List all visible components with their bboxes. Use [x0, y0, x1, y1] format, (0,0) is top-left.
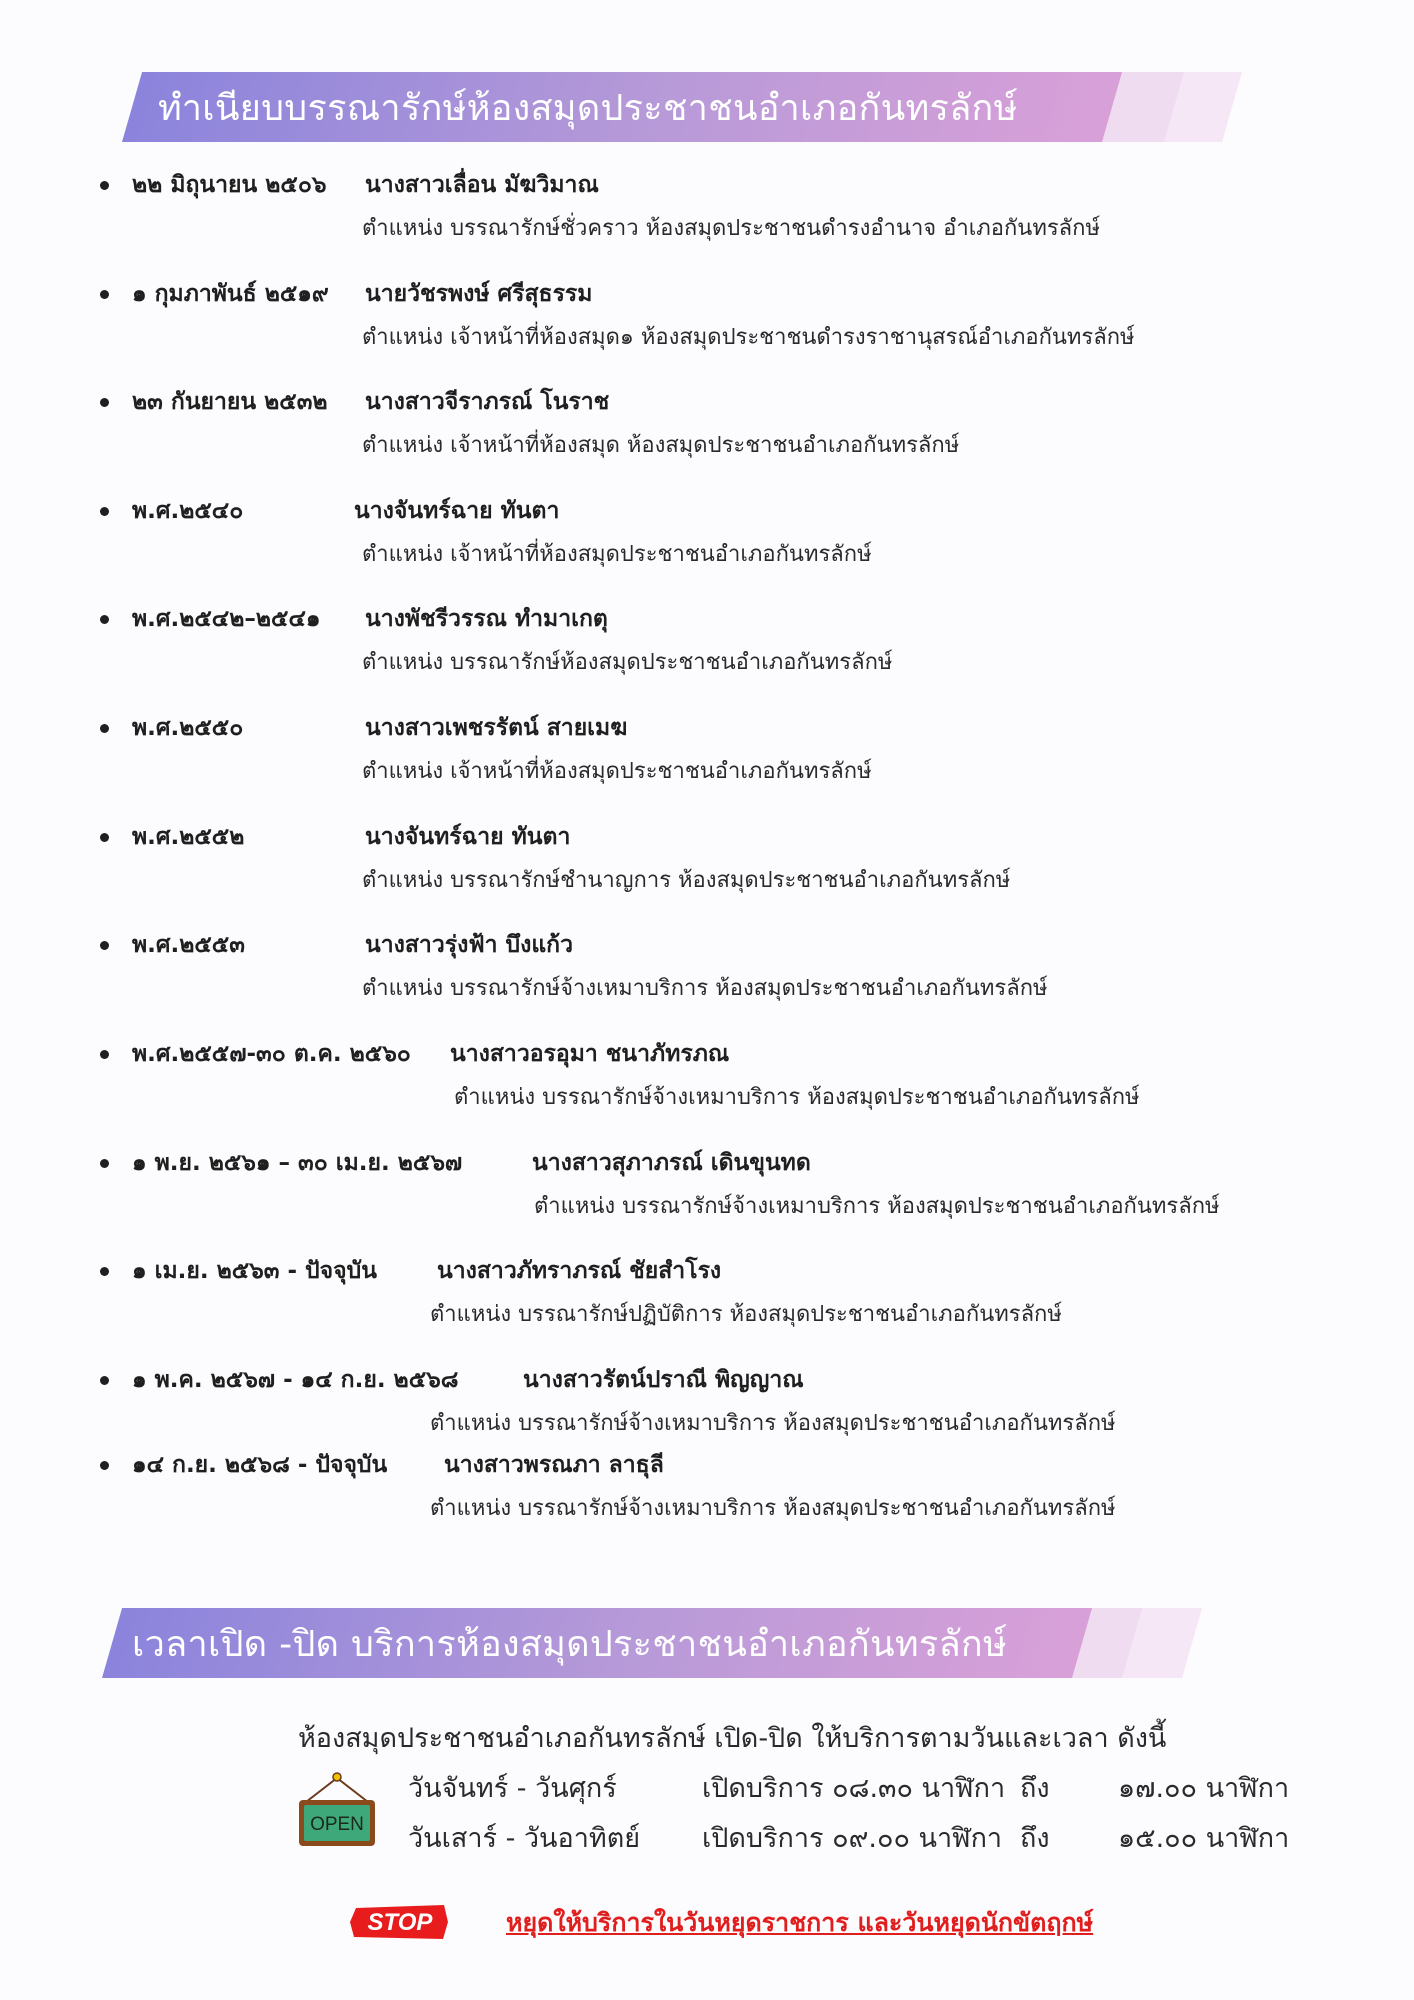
bullet — [100, 724, 109, 733]
section-banner-staff — [122, 72, 1212, 142]
list-item — [100, 168, 1360, 241]
entry-date: ๑ พ.ค. ๒๕๖๗ - ๑๔ ก.ย. ๒๕๖๘ — [132, 1367, 459, 1393]
entry-name: นางสาวภัทราภรณ์ ชัยสำโรง — [437, 1258, 722, 1284]
schedule-days: วันเสาร์ - วันอาทิตย์ — [408, 1823, 641, 1854]
list-item — [100, 277, 1360, 350]
schedule-open: เปิดบริการ ๐๙.๐๐ นาฬิกา — [702, 1823, 1003, 1854]
list-item — [100, 711, 1360, 784]
entry-date: ๑ กุมภาพันธ์ ๒๕๑๙ — [132, 281, 329, 307]
bullet — [100, 1376, 109, 1385]
hours-intro: ห้องสมุดประชาชนอำเภอกันทรลักษ์ เปิด-ปิด ให้บริการตามวันและเวลา ดังนี้ — [298, 1723, 1167, 1754]
entry-date: ๑ พ.ย. ๒๕๖๑ – ๓๐ เม.ย. ๒๕๖๗ — [132, 1150, 463, 1176]
stop-icon — [348, 1902, 452, 1942]
list-item — [100, 1363, 1360, 1436]
bullet — [100, 1461, 109, 1470]
section-title-hours: เวลาเปิด -ปิด บริการห้องสมุดประชาชนอำเภอกันทรลักษ์ — [132, 1623, 1008, 1665]
list-item — [100, 494, 1360, 567]
entry-name: นางสาวจีราภรณ์ โนราช — [365, 389, 610, 415]
open-sign-icon — [296, 1770, 378, 1850]
entry-position: ตำแหน่ง บรรณารักษ์จ้างเหมาบริการ ห้องสมุดประชาชนอำเภอกันทรลักษ์ — [430, 1411, 1116, 1436]
entry-name: นางสาวพรณภา ลาธุลี — [444, 1452, 664, 1478]
entry-date: ๒๒ มิถุนายน ๒๕๐๖ — [132, 172, 327, 198]
entry-position: ตำแหน่ง บรรณารักษ์จ้างเหมาบริการ ห้องสมุดประชาชนอำเภอกันทรลักษ์ — [454, 1085, 1140, 1110]
entry-position: ตำแหน่ง เจ้าหน้าที่ห้องสมุด ห้องสมุดประชาชนอำเภอกันทรลักษ์ — [362, 433, 960, 458]
bullet — [100, 615, 109, 624]
schedule-close: ๑๕.๐๐ นาฬิกา — [1118, 1823, 1290, 1854]
entry-name: นางสาวอรอุมา ชนาภัทรภณ — [450, 1041, 730, 1067]
bullet — [100, 833, 109, 842]
list-item — [100, 1146, 1360, 1219]
entry-date: ๑๔ ก.ย. ๒๕๖๘ - ปัจจุบัน — [132, 1452, 388, 1478]
list-item — [100, 602, 1360, 675]
entry-position: ตำแหน่ง บรรณารักษ์จ้างเหมาบริการ ห้องสมุดประชาชนอำเภอกันทรลักษ์ — [534, 1194, 1220, 1219]
entry-position: ตำแหน่ง เจ้าหน้าที่ห้องสมุด๑ ห้องสมุดประชาชนดำรงราชานุสรณ์อำเภอกันทรลักษ์ — [362, 325, 1135, 350]
bullet — [100, 1159, 109, 1168]
schedule-to: ถึง — [1020, 1773, 1050, 1804]
list-item — [100, 1037, 1360, 1110]
entry-position: ตำแหน่ง บรรณารักษ์ชำนาญการ ห้องสมุดประชาชนอำเภอกันทรลักษ์ — [362, 868, 1011, 893]
entry-date: พ.ศ.๒๕๕๐ — [132, 715, 244, 741]
stop-label: STOP — [367, 1909, 433, 1936]
entry-date: พ.ศ.๒๕๔๒–๒๕๔๑ — [132, 606, 321, 632]
entry-position: ตำแหน่ง บรรณารักษ์จ้างเหมาบริการ ห้องสมุดประชาชนอำเภอกันทรลักษ์ — [362, 976, 1048, 1001]
entry-position: ตำแหน่ง เจ้าหน้าที่ห้องสมุดประชาชนอำเภอกันทรลักษ์ — [362, 542, 872, 567]
entry-date: ๒๓ กันยายน ๒๕๓๒ — [132, 389, 328, 415]
schedule-to: ถึง — [1020, 1823, 1050, 1854]
bullet — [100, 181, 109, 190]
entry-name: นางสาวรุ่งฟ้า บึงแก้ว — [365, 932, 574, 958]
holiday-note: หยุดให้บริการในวันหยุดราชการ และวันหยุดนักขัตฤกษ์ — [506, 1908, 1094, 1937]
entry-position: ตำแหน่ง บรรณารักษ์ห้องสมุดประชาชนอำเภอกันทรลักษ์ — [362, 650, 893, 675]
bullet — [100, 941, 109, 950]
entry-position: ตำแหน่ง เจ้าหน้าที่ห้องสมุดประชาชนอำเภอกันทรลักษ์ — [362, 759, 872, 784]
entry-position: ตำแหน่ง บรรณารักษ์ปฏิบัติการ ห้องสมุดประชาชนอำเภอกันทรลักษ์ — [430, 1302, 1062, 1327]
entry-name: นางสาวรัตน์ปราณี พิญญาณ — [523, 1367, 804, 1393]
entry-name: นางสาวสุภาภรณ์ เดินขุนทด — [532, 1150, 811, 1176]
schedule-row — [408, 1766, 1328, 1806]
bullet — [100, 507, 109, 516]
schedule-close: ๑๗.๐๐ นาฬิกา — [1118, 1773, 1290, 1804]
entry-name: นางจันทร์ฉาย ทันตา — [354, 498, 560, 524]
entry-name: นางสาวเพชรรัตน์ สายเมฆ — [365, 715, 628, 741]
list-item — [100, 1448, 1360, 1521]
schedule-open: เปิดบริการ ๐๘.๓๐ นาฬิกา — [702, 1773, 1006, 1804]
list-item — [100, 385, 1360, 458]
section-title-staff: ทำเนียบบรรณารักษ์ห้องสมุดประชาชนอำเภอกันทรลักษ์ — [158, 87, 1018, 129]
bullet — [100, 1050, 109, 1059]
entry-date: พ.ศ.๒๕๕๓ — [132, 932, 245, 958]
bullet — [100, 398, 109, 407]
schedule-row — [408, 1816, 1328, 1856]
entry-date: พ.ศ.๒๕๕๗-๓๐ ต.ค. ๒๕๖๐ — [132, 1041, 411, 1067]
list-item — [100, 1254, 1360, 1327]
list-item — [100, 928, 1360, 1001]
list-item — [100, 820, 1360, 893]
entry-name: นางสาวเลื่อน มัฆวิมาณ — [365, 172, 599, 198]
entry-name: นายวัชรพงษ์ ศรีสุธรรม — [365, 281, 593, 307]
section-banner-hours — [102, 1608, 1192, 1678]
bullet — [100, 290, 109, 299]
bullet — [100, 1267, 109, 1276]
entry-date: พ.ศ.๒๕๕๒ — [132, 824, 245, 850]
entry-position: ตำแหน่ง บรรณารักษ์ชั่วคราว ห้องสมุดประชาชนดำรงอำนาจ อำเภอกันทรลักษ์ — [362, 216, 1100, 241]
entry-date: ๑ เม.ย. ๒๕๖๓ - ปัจจุบัน — [132, 1258, 377, 1284]
entry-position: ตำแหน่ง บรรณารักษ์จ้างเหมาบริการ ห้องสมุดประชาชนอำเภอกันทรลักษ์ — [430, 1496, 1116, 1521]
entry-date: พ.ศ.๒๕๔๐ — [132, 498, 244, 524]
entry-name: นางพัชรีวรรณ ทำมาเกตุ — [365, 606, 608, 632]
entry-name: นางจันทร์ฉาย ทันตา — [365, 824, 571, 850]
schedule-days: วันจันทร์ - วันศุกร์ — [408, 1773, 617, 1804]
open-sign-label: OPEN — [310, 1814, 364, 1835]
